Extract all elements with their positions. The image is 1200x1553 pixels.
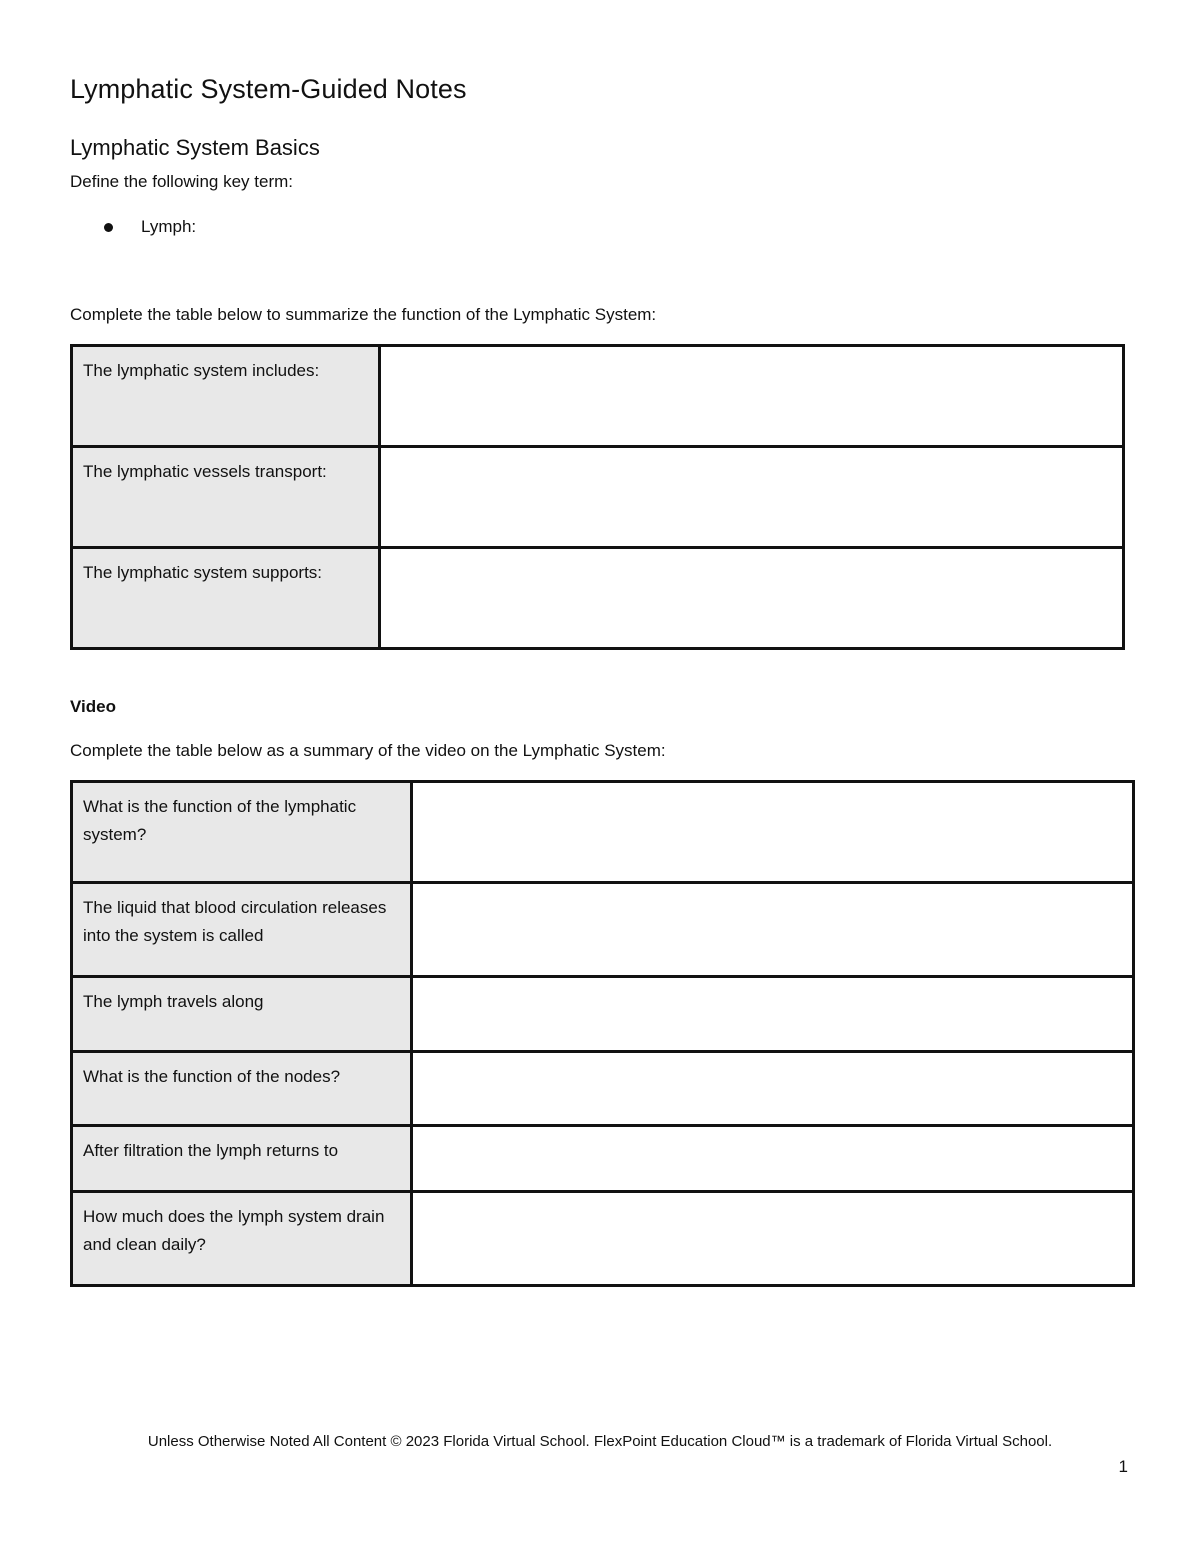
summary-table	[70, 344, 1125, 650]
row-label: What is the function of the lymphatic system?	[72, 782, 412, 883]
answer-cell[interactable]	[412, 1126, 1134, 1192]
row-label: The liquid that blood circulation releases into the system is called	[72, 883, 412, 977]
define-prompt: Define the following key term:	[70, 172, 293, 191]
table-row	[72, 1192, 1134, 1286]
table-row	[72, 977, 1134, 1052]
table-row	[72, 1126, 1134, 1192]
answer-cell[interactable]	[380, 548, 1124, 649]
answer-cell[interactable]	[380, 346, 1124, 447]
answer-cell[interactable]	[412, 883, 1134, 977]
summary-table-instruction: Complete the table below to summarize the function of the Lymphatic System:	[70, 305, 657, 324]
table-row	[72, 548, 1124, 649]
row-label: What is the function of the nodes?	[72, 1052, 412, 1126]
answer-cell[interactable]	[380, 447, 1124, 548]
table-row	[72, 346, 1124, 447]
footer-copyright: Unless Otherwise Noted All Content © 2023 Florida Virtual School. FlexPoint Education Cloud™ is a trademark of Florida Virtual School.	[147, 1433, 1053, 1450]
answer-cell[interactable]	[412, 977, 1134, 1052]
video-table-instruction: Complete the table below as a summary of the video on the Lymphatic System:	[70, 741, 666, 760]
answer-cell[interactable]	[412, 782, 1134, 883]
video-summary-table	[70, 780, 1135, 1287]
video-heading: Video	[70, 697, 116, 716]
row-label: The lymph travels along	[72, 977, 412, 1052]
row-label: The lymphatic system includes:	[72, 346, 380, 447]
row-label: The lymphatic system supports:	[72, 548, 380, 649]
page-number: 1	[1118, 1457, 1128, 1476]
answer-cell[interactable]	[412, 1192, 1134, 1286]
section-title: Lymphatic System Basics	[70, 135, 320, 160]
document-title: Lymphatic System-Guided Notes	[70, 74, 467, 104]
row-label: After filtration the lymph returns to	[72, 1126, 412, 1192]
table-row	[72, 782, 1134, 883]
key-term-item	[104, 217, 196, 237]
row-label: How much does the lymph system drain and clean daily?	[72, 1192, 412, 1286]
table-row	[72, 1052, 1134, 1126]
row-label: The lymphatic vessels transport:	[72, 447, 380, 548]
table-row	[72, 883, 1134, 977]
bullet-icon	[104, 223, 113, 232]
answer-cell[interactable]	[412, 1052, 1134, 1126]
table-row	[72, 447, 1124, 548]
key-term-label: Lymph:	[141, 217, 197, 236]
